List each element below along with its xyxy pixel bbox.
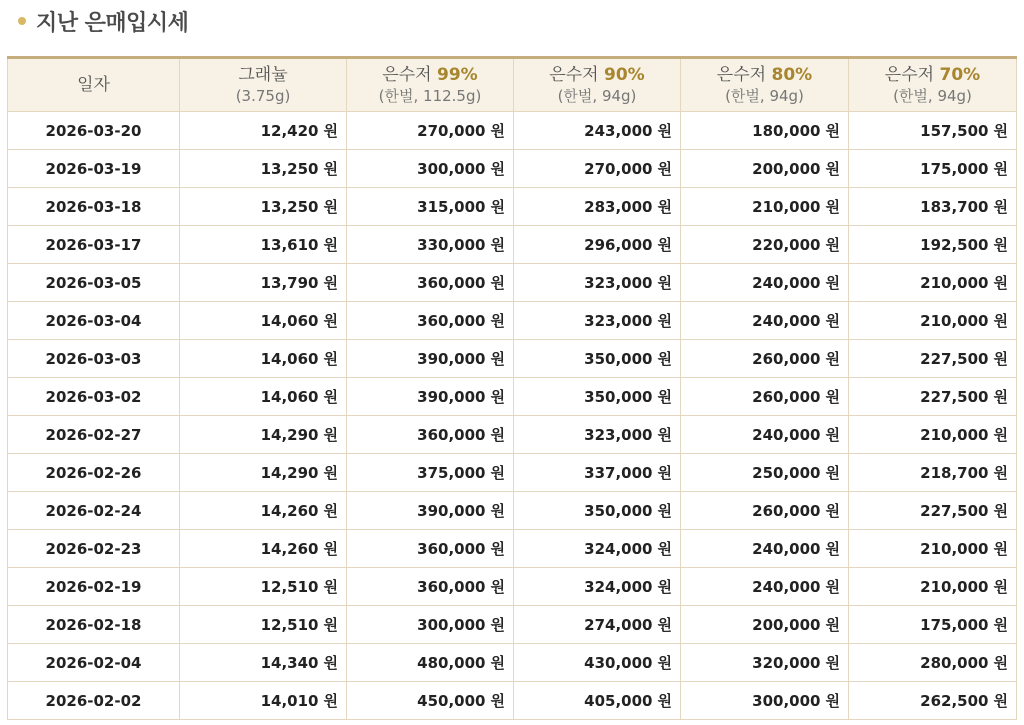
table-body <box>8 112 1017 720</box>
header-sublabel: (한벌, 94g) <box>557 86 637 105</box>
price-cell <box>681 568 849 606</box>
price-cell <box>514 340 681 378</box>
currency-unit: 원 <box>490 236 505 254</box>
price-value: 210,000 <box>920 312 989 330</box>
price-value: 14,260 <box>260 540 319 558</box>
price-value: 200,000 <box>752 616 821 634</box>
price-cell <box>681 644 849 682</box>
header-sublabel: (3.75g) <box>235 86 291 105</box>
price-value: 324,000 <box>584 540 653 558</box>
price-value: 323,000 <box>584 312 653 330</box>
price-cell <box>347 226 514 264</box>
currency-unit: 원 <box>993 274 1008 292</box>
price-cell <box>347 416 514 454</box>
price-cell <box>681 188 849 226</box>
price-cell <box>849 378 1017 416</box>
currency-unit: 원 <box>993 654 1008 672</box>
date-cell: 2026-03-20 <box>8 112 180 150</box>
price-value: 13,250 <box>260 160 319 178</box>
currency-unit: 원 <box>323 502 338 520</box>
header-spoon-99 <box>347 58 514 112</box>
currency-unit: 원 <box>993 122 1008 140</box>
currency-unit: 원 <box>657 464 672 482</box>
price-value: 330,000 <box>417 236 486 254</box>
table-row <box>8 416 1017 454</box>
header-purity: 90% <box>603 64 645 85</box>
price-cell <box>681 454 849 492</box>
currency-unit: 원 <box>490 654 505 672</box>
price-cell <box>849 302 1017 340</box>
price-cell <box>849 264 1017 302</box>
price-value: 296,000 <box>584 236 653 254</box>
table-row <box>8 682 1017 720</box>
table-row <box>8 340 1017 378</box>
currency-unit: 원 <box>490 350 505 368</box>
currency-unit: 원 <box>825 540 840 558</box>
silver-price-table <box>7 56 1017 720</box>
currency-unit: 원 <box>993 540 1008 558</box>
price-cell <box>849 416 1017 454</box>
price-value: 13,790 <box>260 274 319 292</box>
price-cell <box>681 416 849 454</box>
price-value: 390,000 <box>417 388 486 406</box>
price-value: 274,000 <box>584 616 653 634</box>
price-value: 218,700 <box>920 464 989 482</box>
price-cell <box>347 340 514 378</box>
price-value: 12,420 <box>260 122 319 140</box>
price-cell <box>180 568 347 606</box>
price-cell <box>681 492 849 530</box>
currency-unit: 원 <box>657 274 672 292</box>
currency-unit: 원 <box>993 692 1008 710</box>
table-row <box>8 492 1017 530</box>
currency-unit: 원 <box>490 616 505 634</box>
date-cell: 2026-02-18 <box>8 606 180 644</box>
price-cell <box>514 112 681 150</box>
currency-unit: 원 <box>657 388 672 406</box>
currency-unit: 원 <box>490 160 505 178</box>
price-cell <box>347 264 514 302</box>
price-value: 200,000 <box>752 160 821 178</box>
currency-unit: 원 <box>657 692 672 710</box>
header-purity: 70% <box>939 64 981 85</box>
price-cell <box>514 150 681 188</box>
price-value: 180,000 <box>752 122 821 140</box>
currency-unit: 원 <box>323 312 338 330</box>
price-value: 192,500 <box>920 236 989 254</box>
currency-unit: 원 <box>657 426 672 444</box>
header-spoon-90 <box>514 58 681 112</box>
price-value: 14,260 <box>260 502 319 520</box>
currency-unit: 원 <box>825 160 840 178</box>
price-value: 320,000 <box>752 654 821 672</box>
price-cell <box>681 530 849 568</box>
price-cell <box>849 492 1017 530</box>
price-value: 210,000 <box>752 198 821 216</box>
date-cell: 2026-03-17 <box>8 226 180 264</box>
table-row <box>8 150 1017 188</box>
price-value: 14,290 <box>260 464 319 482</box>
currency-unit: 원 <box>657 616 672 634</box>
table-row <box>8 378 1017 416</box>
price-value: 175,000 <box>920 160 989 178</box>
price-cell <box>180 340 347 378</box>
header-label: 그래뉼 <box>238 64 288 85</box>
price-cell <box>347 454 514 492</box>
price-cell <box>180 112 347 150</box>
price-cell <box>514 416 681 454</box>
price-cell <box>347 682 514 720</box>
price-cell <box>849 606 1017 644</box>
price-cell <box>180 226 347 264</box>
table-row <box>8 530 1017 568</box>
currency-unit: 원 <box>323 236 338 254</box>
price-cell <box>347 378 514 416</box>
price-cell <box>180 644 347 682</box>
header-label: 일자 <box>77 74 110 95</box>
currency-unit: 원 <box>993 502 1008 520</box>
currency-unit: 원 <box>490 502 505 520</box>
date-cell: 2026-03-05 <box>8 264 180 302</box>
header-date <box>8 58 180 112</box>
price-value: 283,000 <box>584 198 653 216</box>
price-value: 250,000 <box>752 464 821 482</box>
date-cell: 2026-03-18 <box>8 188 180 226</box>
currency-unit: 원 <box>825 388 840 406</box>
price-cell <box>180 492 347 530</box>
price-cell <box>514 644 681 682</box>
price-cell <box>347 568 514 606</box>
price-value: 240,000 <box>752 578 821 596</box>
price-value: 12,510 <box>260 578 319 596</box>
header-purity: 80% <box>771 64 813 85</box>
price-value: 157,500 <box>920 122 989 140</box>
price-value: 430,000 <box>584 654 653 672</box>
price-value: 240,000 <box>752 540 821 558</box>
price-value: 270,000 <box>584 160 653 178</box>
price-value: 13,610 <box>260 236 319 254</box>
currency-unit: 원 <box>993 426 1008 444</box>
price-cell <box>681 112 849 150</box>
currency-unit: 원 <box>825 654 840 672</box>
table-row <box>8 226 1017 264</box>
price-value: 270,000 <box>417 122 486 140</box>
header-spoon-80 <box>681 58 849 112</box>
header-sublabel: (한벌, 94g) <box>725 86 804 105</box>
price-value: 13,250 <box>260 198 319 216</box>
currency-unit: 원 <box>825 198 840 216</box>
price-value: 260,000 <box>752 350 821 368</box>
header-spoon-70 <box>849 58 1017 112</box>
currency-unit: 원 <box>993 578 1008 596</box>
price-cell <box>849 340 1017 378</box>
date-cell: 2026-02-19 <box>8 568 180 606</box>
price-value: 280,000 <box>920 654 989 672</box>
price-cell <box>514 454 681 492</box>
currency-unit: 원 <box>993 198 1008 216</box>
price-cell <box>514 492 681 530</box>
price-cell <box>514 302 681 340</box>
price-cell <box>849 226 1017 264</box>
header-purity: 99% <box>436 64 478 85</box>
currency-unit: 원 <box>657 502 672 520</box>
currency-unit: 원 <box>323 198 338 216</box>
header-sublabel: (한벌, 94g) <box>893 86 972 105</box>
price-value: 14,340 <box>260 654 319 672</box>
price-cell <box>849 682 1017 720</box>
price-value: 210,000 <box>920 426 989 444</box>
price-cell <box>347 606 514 644</box>
price-value: 14,060 <box>260 388 319 406</box>
currency-unit: 원 <box>825 122 840 140</box>
currency-unit: 원 <box>825 578 840 596</box>
price-value: 227,500 <box>920 502 989 520</box>
price-cell <box>347 302 514 340</box>
price-value: 227,500 <box>920 350 989 368</box>
currency-unit: 원 <box>490 388 505 406</box>
price-cell <box>681 378 849 416</box>
currency-unit: 원 <box>825 274 840 292</box>
currency-unit: 원 <box>825 692 840 710</box>
price-cell <box>180 150 347 188</box>
price-cell <box>681 302 849 340</box>
price-cell <box>180 530 347 568</box>
price-value: 243,000 <box>584 122 653 140</box>
date-cell: 2026-02-24 <box>8 492 180 530</box>
price-cell <box>180 302 347 340</box>
price-cell <box>180 264 347 302</box>
price-cell <box>681 264 849 302</box>
price-value: 350,000 <box>584 502 653 520</box>
currency-unit: 원 <box>323 654 338 672</box>
price-cell <box>180 606 347 644</box>
currency-unit: 원 <box>323 274 338 292</box>
table-row <box>8 112 1017 150</box>
price-cell <box>849 112 1017 150</box>
price-value: 360,000 <box>417 540 486 558</box>
price-cell <box>681 150 849 188</box>
table-row <box>8 264 1017 302</box>
price-value: 323,000 <box>584 274 653 292</box>
price-cell <box>347 492 514 530</box>
currency-unit: 원 <box>993 236 1008 254</box>
currency-unit: 원 <box>323 616 338 634</box>
price-value: 220,000 <box>752 236 821 254</box>
currency-unit: 원 <box>825 502 840 520</box>
price-value: 210,000 <box>920 578 989 596</box>
price-value: 183,700 <box>920 198 989 216</box>
price-cell <box>514 378 681 416</box>
price-value: 210,000 <box>920 274 989 292</box>
currency-unit: 원 <box>993 388 1008 406</box>
price-value: 12,510 <box>260 616 319 634</box>
currency-unit: 원 <box>323 160 338 178</box>
price-value: 227,500 <box>920 388 989 406</box>
price-value: 480,000 <box>417 654 486 672</box>
page-title: 지난 은매입시세 <box>36 10 189 36</box>
price-value: 262,500 <box>920 692 989 710</box>
price-cell <box>347 188 514 226</box>
date-cell: 2026-03-19 <box>8 150 180 188</box>
price-value: 390,000 <box>417 350 486 368</box>
date-cell: 2026-02-27 <box>8 416 180 454</box>
price-value: 175,000 <box>920 616 989 634</box>
currency-unit: 원 <box>323 692 338 710</box>
currency-unit: 원 <box>993 464 1008 482</box>
date-cell: 2026-03-04 <box>8 302 180 340</box>
currency-unit: 원 <box>490 692 505 710</box>
price-value: 300,000 <box>752 692 821 710</box>
header-label: 은수저 <box>549 64 599 85</box>
currency-unit: 원 <box>323 388 338 406</box>
price-cell <box>347 112 514 150</box>
currency-unit: 원 <box>657 578 672 596</box>
currency-unit: 원 <box>657 122 672 140</box>
price-value: 360,000 <box>417 578 486 596</box>
price-cell <box>514 226 681 264</box>
price-value: 14,010 <box>260 692 319 710</box>
header-sublabel: (한벌, 112.5g) <box>378 86 482 105</box>
table-row <box>8 302 1017 340</box>
price-cell <box>681 226 849 264</box>
currency-unit: 원 <box>993 312 1008 330</box>
currency-unit: 원 <box>657 312 672 330</box>
currency-unit: 원 <box>825 312 840 330</box>
price-value: 240,000 <box>752 312 821 330</box>
table-row <box>8 568 1017 606</box>
table-row <box>8 188 1017 226</box>
price-value: 360,000 <box>417 312 486 330</box>
price-value: 260,000 <box>752 502 821 520</box>
price-cell <box>514 530 681 568</box>
price-cell <box>849 454 1017 492</box>
price-cell <box>180 378 347 416</box>
currency-unit: 원 <box>490 122 505 140</box>
price-value: 210,000 <box>920 540 989 558</box>
price-cell <box>514 606 681 644</box>
price-cell <box>849 150 1017 188</box>
price-value: 337,000 <box>584 464 653 482</box>
date-cell: 2026-03-03 <box>8 340 180 378</box>
currency-unit: 원 <box>490 578 505 596</box>
price-cell <box>514 568 681 606</box>
price-value: 300,000 <box>417 616 486 634</box>
header-label: 은수저 <box>884 64 935 85</box>
price-cell <box>347 150 514 188</box>
bullet-dot-icon <box>18 17 26 25</box>
header-granule <box>180 58 347 112</box>
price-cell <box>180 188 347 226</box>
price-cell <box>514 682 681 720</box>
currency-unit: 원 <box>490 198 505 216</box>
price-cell <box>180 454 347 492</box>
date-cell: 2026-02-23 <box>8 530 180 568</box>
currency-unit: 원 <box>825 616 840 634</box>
price-cell <box>180 682 347 720</box>
price-cell <box>514 264 681 302</box>
currency-unit: 원 <box>993 616 1008 634</box>
currency-unit: 원 <box>657 540 672 558</box>
price-value: 323,000 <box>584 426 653 444</box>
header-label: 은수저 <box>382 64 432 85</box>
price-value: 405,000 <box>584 692 653 710</box>
price-value: 300,000 <box>417 160 486 178</box>
price-value: 14,060 <box>260 350 319 368</box>
header-label: 은수저 <box>716 64 767 85</box>
currency-unit: 원 <box>490 464 505 482</box>
price-value: 450,000 <box>417 692 486 710</box>
price-cell <box>681 682 849 720</box>
price-cell <box>681 606 849 644</box>
price-cell <box>849 530 1017 568</box>
price-value: 360,000 <box>417 274 486 292</box>
price-value: 260,000 <box>752 388 821 406</box>
price-cell <box>347 644 514 682</box>
currency-unit: 원 <box>323 464 338 482</box>
currency-unit: 원 <box>825 464 840 482</box>
price-value: 375,000 <box>417 464 486 482</box>
currency-unit: 원 <box>490 274 505 292</box>
date-cell: 2026-02-04 <box>8 644 180 682</box>
currency-unit: 원 <box>657 198 672 216</box>
currency-unit: 원 <box>993 350 1008 368</box>
section-header <box>18 6 188 36</box>
price-cell <box>849 188 1017 226</box>
date-cell: 2026-03-02 <box>8 378 180 416</box>
price-cell <box>514 188 681 226</box>
currency-unit: 원 <box>490 426 505 444</box>
price-value: 350,000 <box>584 388 653 406</box>
currency-unit: 원 <box>490 312 505 330</box>
currency-unit: 원 <box>825 426 840 444</box>
currency-unit: 원 <box>323 122 338 140</box>
price-cell <box>180 416 347 454</box>
currency-unit: 원 <box>657 160 672 178</box>
currency-unit: 원 <box>825 236 840 254</box>
price-value: 350,000 <box>584 350 653 368</box>
currency-unit: 원 <box>323 540 338 558</box>
price-cell <box>849 644 1017 682</box>
price-cell <box>681 340 849 378</box>
currency-unit: 원 <box>657 236 672 254</box>
table-row <box>8 606 1017 644</box>
price-value: 14,060 <box>260 312 319 330</box>
currency-unit: 원 <box>323 350 338 368</box>
currency-unit: 원 <box>993 160 1008 178</box>
date-cell: 2026-02-26 <box>8 454 180 492</box>
currency-unit: 원 <box>323 578 338 596</box>
price-value: 324,000 <box>584 578 653 596</box>
price-value: 240,000 <box>752 426 821 444</box>
table-row <box>8 454 1017 492</box>
table-row <box>8 644 1017 682</box>
table-header-row <box>8 58 1017 112</box>
price-value: 315,000 <box>417 198 486 216</box>
price-cell <box>849 568 1017 606</box>
date-cell: 2026-02-02 <box>8 682 180 720</box>
price-value: 240,000 <box>752 274 821 292</box>
currency-unit: 원 <box>490 540 505 558</box>
price-value: 14,290 <box>260 426 319 444</box>
currency-unit: 원 <box>825 350 840 368</box>
currency-unit: 원 <box>657 654 672 672</box>
price-cell <box>347 530 514 568</box>
price-value: 390,000 <box>417 502 486 520</box>
currency-unit: 원 <box>657 350 672 368</box>
price-value: 360,000 <box>417 426 486 444</box>
currency-unit: 원 <box>323 426 338 444</box>
